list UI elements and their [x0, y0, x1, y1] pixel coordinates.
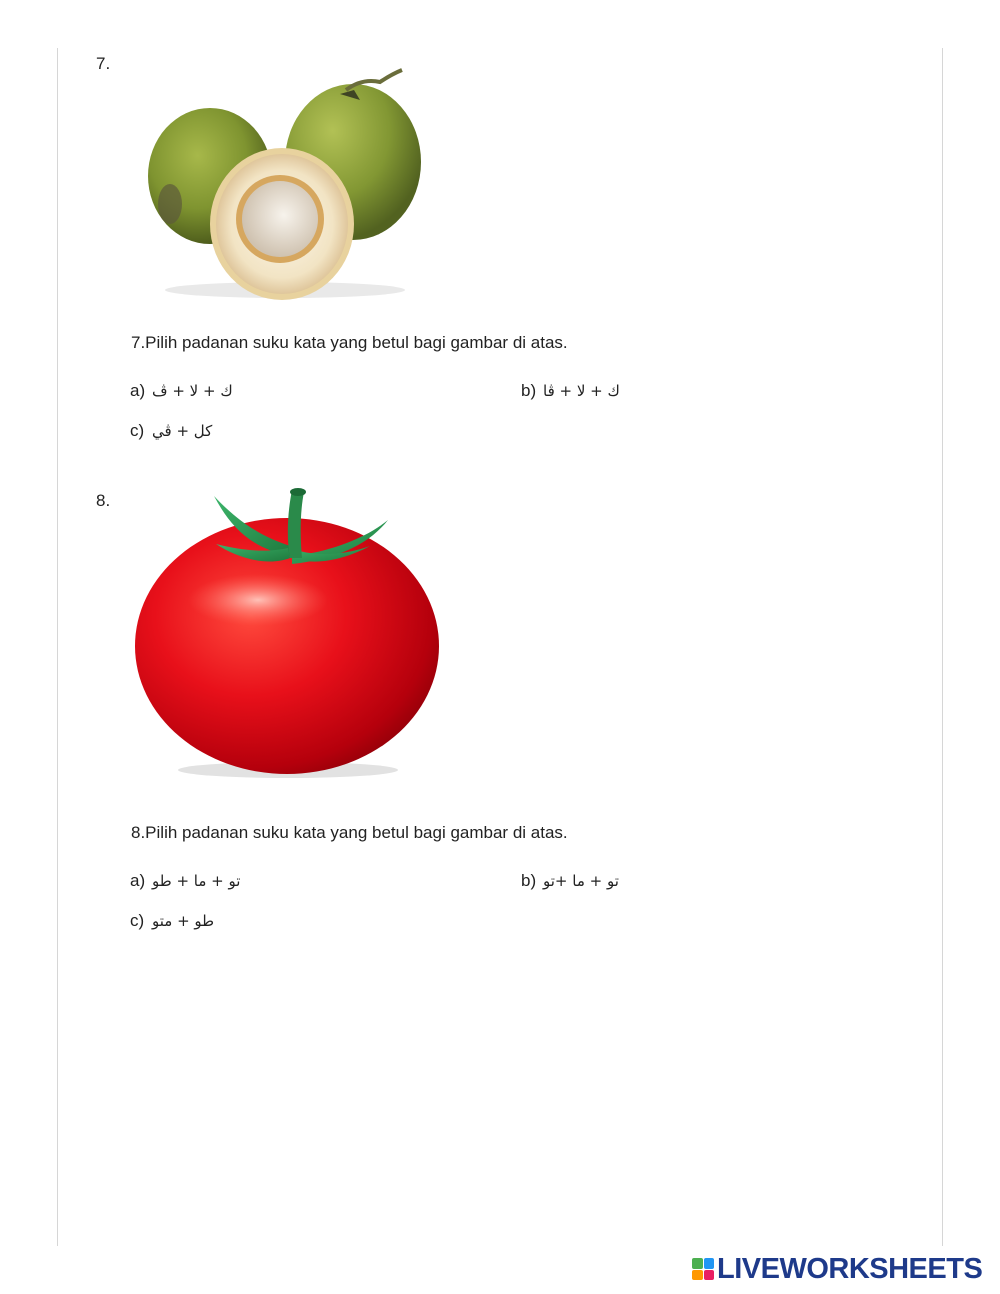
question-number: 8. [96, 491, 111, 510]
answer-option[interactable] [130, 381, 233, 401]
question-number: 7. [96, 54, 111, 73]
option-text: ك + لا + ڤا [543, 382, 620, 400]
liveworksheets-logo-icon [692, 1258, 714, 1280]
question-prompt: 8.Pilih padanan suku kata yang betul bagi gambar di atas. [131, 823, 568, 842]
option-text: كل + ڤي [152, 422, 213, 440]
option-text: طو + متو [152, 912, 215, 930]
brand-name: LIVEWORKSHEETS [717, 1252, 983, 1285]
option-text: تو + ما + طو [152, 872, 241, 890]
answer-option[interactable] [521, 871, 619, 891]
option-letter: a) [130, 381, 146, 400]
option-letter: c) [130, 421, 145, 440]
tomato-image [130, 486, 446, 786]
option-text: تو + ما +تو [543, 872, 619, 890]
answer-option[interactable] [521, 381, 620, 401]
option-letter: b) [521, 871, 537, 890]
liveworksheets-brand[interactable] [692, 1252, 982, 1286]
page-border-left [57, 48, 58, 1246]
option-letter: c) [130, 911, 145, 930]
option-letter: b) [521, 381, 537, 400]
question-prompt: 7.Pilih padanan suku kata yang betul bagi gambar di atas. [131, 333, 568, 352]
answer-option[interactable] [130, 421, 212, 441]
answer-option[interactable] [130, 911, 214, 931]
page-border-right [942, 48, 943, 1246]
option-text: ك + لا + ڤ [152, 382, 233, 400]
answer-option[interactable] [130, 871, 240, 891]
option-letter: a) [130, 871, 146, 890]
coconut-image [140, 64, 430, 304]
